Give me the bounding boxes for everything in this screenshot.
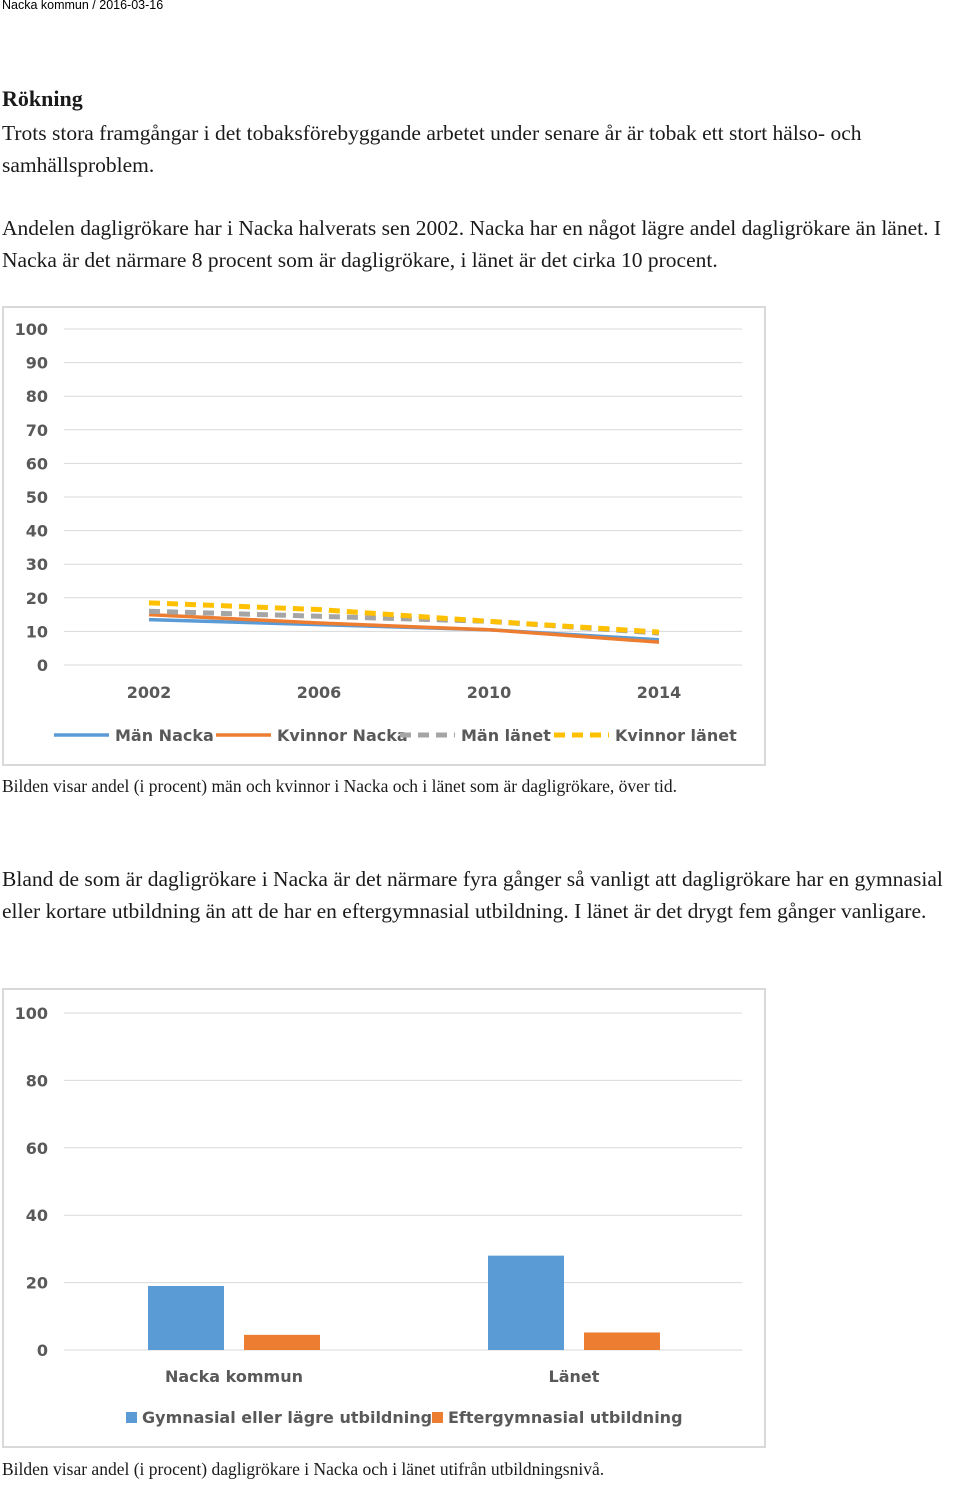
line-chart bbox=[2, 306, 766, 766]
legend-label: Kvinnor Nacka bbox=[277, 726, 408, 745]
legend-label: Män länet bbox=[461, 726, 551, 745]
legend-label: Kvinnor länet bbox=[615, 726, 737, 745]
y-tick-label: 10 bbox=[25, 622, 48, 642]
legend-label: Gymnasial eller lägre utbildning bbox=[142, 1408, 433, 1427]
x-tick-label: 2002 bbox=[126, 683, 172, 702]
y-tick-label: 60 bbox=[25, 454, 48, 474]
line-chart-svg bbox=[4, 308, 764, 764]
y-tick-label: 70 bbox=[25, 420, 48, 440]
legend-label: Män Nacka bbox=[115, 726, 214, 745]
line-chart-caption: Bilden visar andel (i procent) män och kvinnor i Nacka och i länet som är dagligrökare, över tid. bbox=[2, 776, 677, 796]
x-tick-label: 2014 bbox=[636, 683, 682, 702]
legend-label: Eftergymnasial utbildning bbox=[448, 1408, 683, 1427]
y-tick-label: 40 bbox=[25, 1206, 48, 1226]
intro-paragraph: Trots stora framgångar i det tobaksförebyggande arbetet under senare år är tobak ett stort hälso- och samhällsproblem. bbox=[2, 121, 862, 177]
bar bbox=[584, 1332, 660, 1350]
bar bbox=[244, 1335, 320, 1350]
bar-chart-svg bbox=[4, 990, 764, 1446]
y-tick-label: 90 bbox=[25, 353, 48, 373]
x-tick-label: 2006 bbox=[296, 683, 342, 702]
y-tick-label: 60 bbox=[25, 1138, 48, 1158]
y-tick-label: 100 bbox=[14, 1004, 48, 1023]
bar bbox=[488, 1256, 564, 1350]
y-tick-label: 50 bbox=[25, 488, 48, 507]
y-tick-label: 0 bbox=[36, 1341, 48, 1360]
y-tick-label: 0 bbox=[36, 656, 48, 675]
legend-swatch bbox=[126, 1412, 137, 1423]
y-tick-label: 80 bbox=[25, 387, 48, 407]
category-label: Länet bbox=[548, 1367, 600, 1386]
y-tick-label: 20 bbox=[25, 1273, 48, 1293]
education-paragraph: Bland de som är dagligrökare i Nacka är det närmare fyra gånger så vanligt att dagligrökare har en gymnasial eller kortare utbildning än att de har en eftergymnasial utbildning. I länet är det drygt fem gånger vanligare. bbox=[2, 867, 943, 923]
smokers-paragraph: Andelen dagligrökare har i Nacka halverats sen 2002. Nacka har en något lägre andel dagligrökare än länet. I Nacka är det närmare 8 procent som är dagligrökare, i länet är det cirka 10 procent. bbox=[2, 216, 942, 272]
legend-swatch bbox=[432, 1412, 443, 1423]
x-tick-label: 2010 bbox=[466, 683, 512, 702]
y-tick-label: 100 bbox=[14, 320, 48, 339]
category-label: Nacka kommun bbox=[164, 1367, 304, 1386]
section-title: Rökning bbox=[2, 86, 83, 111]
y-tick-label: 80 bbox=[25, 1071, 48, 1091]
y-tick-label: 30 bbox=[25, 555, 48, 575]
bar-chart-caption: Bilden visar andel (i procent) dagligrökare i Nacka och i länet utifrån utbildningsnivå. bbox=[2, 1459, 605, 1479]
bar-chart bbox=[2, 988, 766, 1448]
y-tick-label: 20 bbox=[25, 588, 48, 608]
page-header: Nacka kommun / 2016-03-16 bbox=[2, 0, 164, 12]
y-tick-label: 40 bbox=[25, 521, 48, 541]
bar bbox=[148, 1286, 224, 1350]
